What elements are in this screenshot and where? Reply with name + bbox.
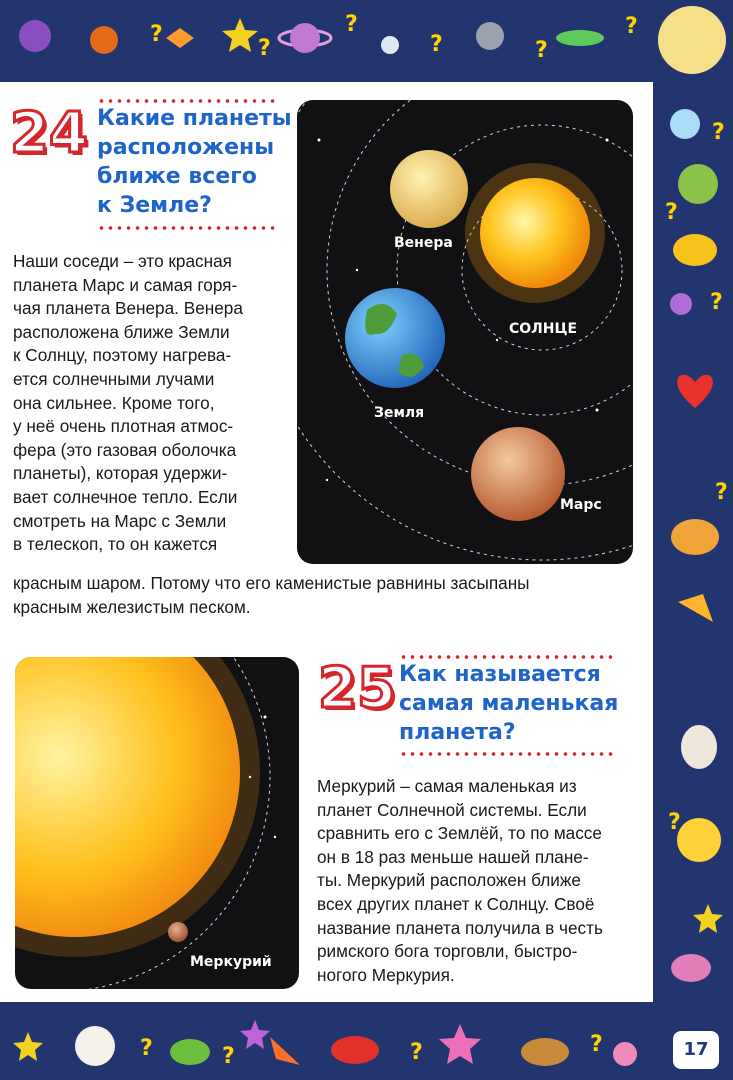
star-icon xyxy=(13,1032,43,1061)
earth-label: Земля xyxy=(374,405,425,421)
star-icon xyxy=(439,1024,481,1064)
planet-icon xyxy=(678,164,718,204)
bird-icon xyxy=(19,20,51,52)
mars-icon xyxy=(471,427,565,521)
mercury-icon xyxy=(168,922,188,942)
butterfly-icon xyxy=(166,28,194,48)
venus-icon xyxy=(390,150,468,228)
title-line: самая маленькая xyxy=(399,691,619,716)
question-mark-icon: ? xyxy=(258,36,271,61)
title-line: Как называется xyxy=(399,662,601,687)
question-mark-icon: ? xyxy=(712,120,725,145)
question-title-25 xyxy=(399,660,618,747)
question-mark-icon: ? xyxy=(668,810,681,835)
question-mark-icon: ? xyxy=(140,1036,153,1061)
mercury-illustration xyxy=(15,657,299,989)
snowflake-icon xyxy=(670,109,700,139)
dotted-divider xyxy=(97,99,277,103)
question-mark-icon: ? xyxy=(590,1032,603,1057)
question-mark-icon: ? xyxy=(625,14,638,39)
question-mark-icon: ? xyxy=(710,290,723,315)
border-bottom-decorations xyxy=(0,1002,733,1080)
venus-label: Венера xyxy=(394,235,453,251)
earth-icon xyxy=(345,288,445,388)
jellyfish-icon xyxy=(671,954,711,982)
page-number: 17 xyxy=(673,1031,719,1069)
ufo-icon xyxy=(556,30,604,46)
dotted-divider xyxy=(97,226,277,230)
question-number-25: 25 xyxy=(318,656,396,721)
question-mark-icon: ? xyxy=(222,1044,235,1069)
title-line: Какие планеты xyxy=(97,106,292,131)
solar-system-illustration xyxy=(297,100,633,564)
planet-icon xyxy=(290,23,320,53)
mouse-icon xyxy=(476,22,504,50)
question-mark-icon: ? xyxy=(430,32,443,57)
satellite-icon xyxy=(381,36,399,54)
question-mark-icon: ? xyxy=(410,1040,423,1065)
moon-icon xyxy=(658,6,726,74)
title-line: планета? xyxy=(399,720,516,745)
question-title-24 xyxy=(97,104,292,220)
star-icon xyxy=(693,904,723,933)
mars-label: Марс xyxy=(560,497,602,513)
question-mark-icon: ? xyxy=(345,12,358,37)
bee-icon xyxy=(673,234,717,266)
sun-label: СОЛНЦЕ xyxy=(509,321,578,337)
chicken-icon xyxy=(75,1026,115,1066)
answer-text-24-continued: красным шаром. Потому что его каменистые равнины засыпаны красным железистым песком. xyxy=(13,573,530,617)
question-mark-icon: ? xyxy=(150,22,163,47)
comet-icon xyxy=(90,26,118,54)
bunny-icon xyxy=(681,725,717,769)
dotted-divider xyxy=(399,655,614,659)
butterfly-icon xyxy=(671,519,719,555)
planets-orbit-drawing xyxy=(297,100,633,564)
mercury-label: Меркурий xyxy=(190,954,272,970)
question-number-24: 24 xyxy=(10,101,88,166)
question-mark-icon: ? xyxy=(535,38,548,63)
border-top-decorations xyxy=(0,0,733,82)
sun-icon xyxy=(677,818,721,862)
heart-icon xyxy=(677,375,713,408)
dotted-divider xyxy=(399,752,614,756)
crab-icon xyxy=(331,1036,379,1064)
flower-icon xyxy=(670,293,692,315)
star-icon xyxy=(222,18,258,52)
shooting-star-icon xyxy=(678,594,713,622)
title-line: к Земле? xyxy=(97,193,212,218)
sun-icon xyxy=(480,178,590,288)
sun-mercury-drawing xyxy=(15,657,299,989)
title-line: расположены xyxy=(97,135,275,160)
title-line: ближе всего xyxy=(97,164,257,189)
flower-icon xyxy=(613,1042,637,1066)
snake-icon xyxy=(170,1039,210,1065)
star-icon xyxy=(240,1020,270,1049)
answer-text-24: Наши соседи – это красная планета Марс и самая горя- чая планета Венера. Венера расположена ближе Земли к Солнцу, поэтому нагрева- ется солнечными лучами она сильнее. Кроме того, у неё очень плотная атмос- фера (это газовая оболочка планеты), которая удержи- вает солнечное тепло. Если смотреть на Марс с Земли в телескоп, то он кажется xyxy=(13,251,243,555)
question-mark-icon: ? xyxy=(715,480,728,505)
question-mark-icon: ? xyxy=(665,200,678,225)
answer-text-25: Меркурий – самая маленькая из планет Солнечной системы. Если сравнить его с Землёй, то по массе он в 18 раз меньше нашей плане- ты. Меркурий расположен ближе всех других планет к Солнцу. Своё название планета получила в честь римского бога торговли, быстро- ногого Меркурия. xyxy=(317,776,603,985)
rocket-icon xyxy=(270,1037,300,1065)
snail-icon xyxy=(521,1038,569,1066)
